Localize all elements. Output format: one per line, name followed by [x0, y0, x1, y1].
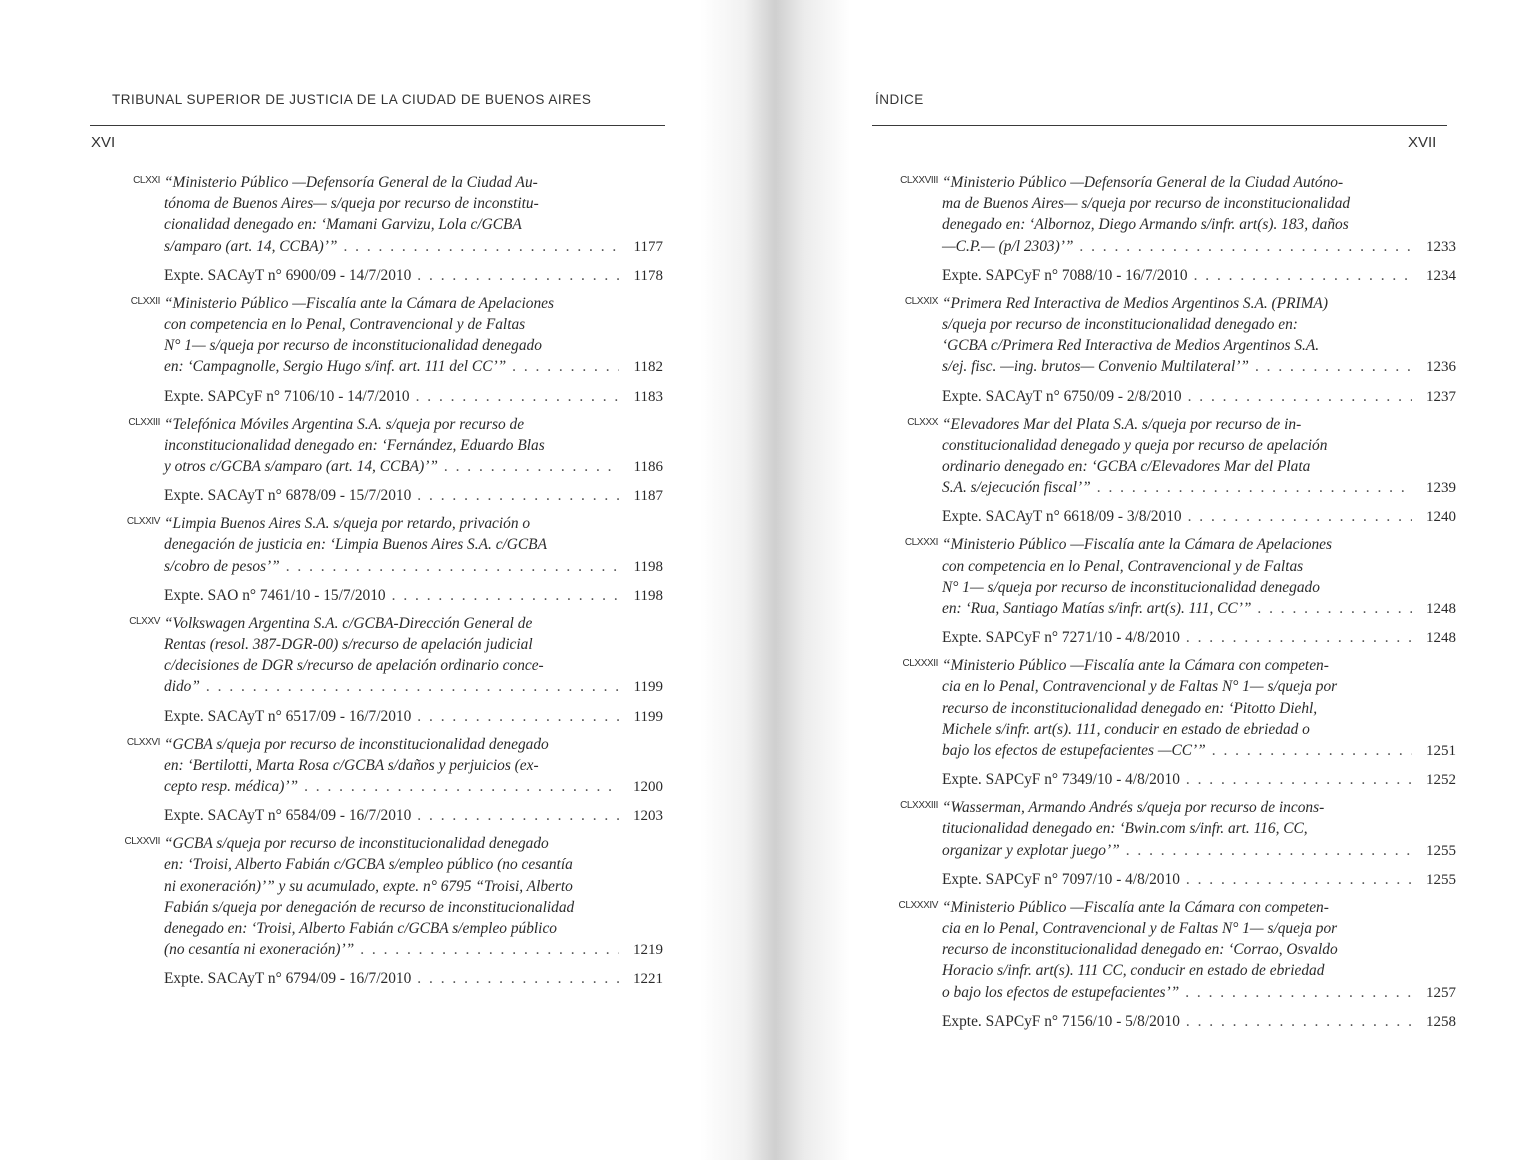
entry-last-line [164, 356, 663, 378]
expediente-reference: Expte. SAPCyF n° 7097/10 - 4/8/2010 [942, 870, 1180, 888]
entry-expediente [942, 629, 1456, 647]
expediente-reference: Expte. SACAyT n° 6584/09 - 16/7/2010 [164, 807, 412, 825]
entry-roman-numeral: CLXXVIII [900, 175, 938, 186]
entry-last-line [942, 840, 1456, 862]
header-rule [872, 125, 1447, 126]
entry-description-line: organizar y explotar juego’” [942, 841, 1120, 859]
entry-description-line: bajo los efectos de estupefacientes —CC’” [942, 742, 1206, 760]
entry-description [164, 293, 663, 379]
index-entry [108, 293, 663, 406]
dot-leader [1188, 388, 1412, 406]
entry-roman-numeral: CLXXXIII [900, 800, 938, 812]
entry-last-line [942, 740, 1456, 762]
entry-description-line: s/amparo (art. 14, CCBA)’” [164, 237, 338, 255]
entry-description-line: dido” [164, 678, 200, 696]
expediente-reference: Expte. SAPCyF n° 7106/10 - 14/7/2010 [164, 387, 410, 405]
entry-description-line: cia en lo Penal, Contravencional y de Faltas N° 1— s/queja por [942, 920, 1338, 938]
expediente-reference: Expte. SAPCyF n° 7156/10 - 5/8/2010 [942, 1012, 1180, 1030]
entry-expediente [942, 871, 1456, 889]
dot-leader [444, 456, 619, 477]
entry-expediente [164, 708, 663, 726]
entry-last-line [942, 356, 1456, 378]
entry-roman-numeral: CLXXIII [128, 416, 160, 428]
entry-description-line: ‘GCBA c/Primera Red Interactiva de Medios Argentinos S.A. [942, 337, 1320, 355]
entry-roman-numeral: CLXXIX [904, 295, 938, 307]
expediente-reference: Expte. SAPCyF n° 7088/10 - 16/7/2010 [942, 266, 1188, 284]
entry-last-line [942, 236, 1456, 258]
index-entry [108, 613, 663, 726]
entry-roman-numeral: CLXXXI [904, 537, 938, 549]
entry-description [164, 172, 663, 258]
entry-description-line: Michele s/infr. art(s). 111, conducir en estado de ebriedad o [942, 720, 1310, 738]
entry-page-number: 1248 [1426, 601, 1456, 618]
expediente-page-number: 1183 [633, 388, 663, 405]
entry-expediente [164, 487, 663, 505]
dot-leader [1126, 840, 1412, 861]
entry-description-line: s/cobro de pesos’” [164, 557, 280, 575]
entry-expediente [942, 267, 1456, 285]
entry-page-number: 1257 [1426, 984, 1456, 1001]
entry-page-number: 1233 [1426, 238, 1456, 255]
dot-leader [1212, 740, 1412, 761]
index-entry [108, 734, 663, 826]
entry-description-line: (no cesantía ni exoneración)’” [164, 941, 355, 959]
dot-leader [1186, 1013, 1412, 1031]
entry-description-line: titucionalidad denegado en: ‘Bwin.com s/infr. art. 116, CC, [942, 820, 1308, 838]
entry-page-number: 1236 [1426, 359, 1456, 376]
entry-expediente [164, 807, 663, 825]
entry-description-line: denegado en: ‘Albornoz, Diego Armando s/infr. art(s). 183, daños [942, 216, 1349, 234]
entry-description-line: con competencia en lo Penal, Contravencional y de Faltas [164, 316, 526, 334]
entry-description-line: “Telefónica Móviles Argentina S.A. s/queja por recurso de [164, 415, 525, 433]
dot-leader [1257, 598, 1412, 619]
expediente-reference: Expte. SAPCyF n° 7349/10 - 4/8/2010 [942, 771, 1180, 789]
expediente-page-number: 1221 [633, 971, 663, 988]
entry-description-line: en: ‘Troisi, Alberto Fabián c/GCBA s/empleo público (no cesantía [164, 856, 573, 874]
entry-last-line [942, 477, 1456, 499]
entry-page-number: 1255 [1426, 842, 1456, 859]
entry-description-line: cia en lo Penal, Contravencional y de Faltas N° 1— s/queja por [942, 678, 1338, 696]
entry-description-line: “Volkswagen Argentina S.A. c/GCBA-Dirección General de [164, 614, 533, 632]
dot-leader [417, 970, 619, 988]
entry-description-line: en: ‘Rua, Santiago Matías s/infr. art(s). 111, CC’” [942, 600, 1252, 618]
index-entry [108, 172, 663, 285]
entry-description-line: “Ministerio Público —Defensoría General de la Ciudad Au- [164, 174, 538, 191]
dot-leader [1097, 477, 1412, 498]
dot-leader [417, 487, 619, 505]
entry-description-line: Fabián s/queja por denegación de recurso de inconstitucionalidad [164, 898, 575, 916]
entry-page-number: 1239 [1426, 480, 1456, 497]
entry-expediente [942, 1013, 1456, 1031]
entry-description [942, 534, 1456, 620]
entry-page-number: 1199 [633, 679, 663, 696]
dot-leader [1255, 356, 1412, 377]
entry-description-line: en: ‘Bertilotti, Marta Rosa c/GCBA s/daños y perjuicios (ex- [164, 756, 539, 774]
entry-description-line: “Ministerio Público —Fiscalía ante la Cámara de Apelaciones [942, 536, 1333, 554]
entry-description-line: S.A. s/ejecución fiscal’” [942, 479, 1091, 497]
entry-description-line: c/decisiones de DGR s/recurso de apelación ordinario conce- [164, 657, 544, 675]
expediente-page-number: 1203 [633, 808, 663, 825]
index-entries [108, 172, 663, 996]
entry-description-line: “Limpia Buenos Aires S.A. s/queja por retardo, privación o [164, 515, 531, 533]
left-page [0, 0, 700, 1160]
entry-description-line: s/queja por recurso de inconstitucionalidad denegado en: [942, 316, 1298, 334]
right-page [850, 0, 1536, 1160]
dot-leader [417, 807, 619, 825]
entry-page-number: 1200 [633, 779, 663, 796]
expediente-page-number: 1258 [1426, 1013, 1456, 1030]
index-entry [886, 534, 1456, 647]
entry-description-line: Rentas (resol. 387-DGR-00) s/recurso de apelación judicial [164, 636, 533, 654]
entry-description-line: y otros c/GCBA s/amparo (art. 14, CCBA)’” [164, 458, 438, 476]
index-entry [886, 655, 1456, 789]
entry-description-line: constitucionalidad denegado y queja por recurso de apelación [942, 436, 1328, 454]
entry-roman-numeral: CLXXVII [124, 836, 160, 848]
entry-description [942, 897, 1456, 1004]
entry-last-line [164, 236, 663, 258]
expediente-reference: Expte. SACAyT n° 6878/09 - 15/7/2010 [164, 487, 412, 505]
entry-description-line: cepto resp. médica)’” [164, 778, 299, 796]
index-entry [886, 414, 1456, 527]
dot-leader [343, 236, 619, 257]
expediente-page-number: 1198 [633, 587, 663, 604]
dot-leader [392, 587, 619, 605]
dot-leader [512, 356, 619, 377]
entry-description [164, 613, 663, 699]
entry-description-line: N° 1— s/queja por recurso de inconstitucionalidad denegado [164, 337, 542, 355]
dot-leader [360, 939, 619, 960]
entry-description-line: con competencia en lo Penal, Contravencional y de Faltas [942, 557, 1304, 575]
entry-last-line [164, 456, 663, 478]
entry-description-line: “Primera Red Interactiva de Medios Argentinos S.A. (PRIMA) [942, 294, 1328, 312]
expediente-reference: Expte. SACAyT n° 6517/09 - 16/7/2010 [164, 707, 412, 725]
expediente-page-number: 1255 [1426, 871, 1456, 888]
entry-page-number: 1182 [633, 359, 663, 376]
index-entry [108, 414, 663, 506]
expediente-page-number: 1252 [1426, 772, 1456, 789]
entry-description-line: en: ‘Campagnolle, Sergio Hugo s/inf. art. 111 del CC’” [164, 358, 507, 376]
entry-description-line: ma de Buenos Aires— s/queja por recurso de inconstitucionalidad [942, 195, 1351, 213]
expediente-reference: Expte. SACAyT n° 6750/09 - 2/8/2010 [942, 387, 1182, 405]
expediente-page-number: 1248 [1426, 630, 1456, 647]
index-entry [108, 833, 663, 988]
entry-roman-numeral: CLXXXII [902, 658, 938, 670]
expediente-reference: Expte. SACAyT n° 6618/09 - 3/8/2010 [942, 508, 1182, 526]
entry-page-number: 1177 [633, 238, 663, 255]
dot-leader [1186, 771, 1412, 789]
entry-description-line: Horacio s/infr. art(s). 111 CC, conducir en estado de ebriedad [942, 962, 1325, 980]
entry-last-line [942, 982, 1456, 1004]
entry-last-line [942, 598, 1456, 620]
entry-description-line: “GCBA s/queja por recurso de inconstitucionalidad denegado [164, 735, 549, 753]
dot-leader [206, 676, 619, 697]
entry-description-line: “Ministerio Público —Defensoría General de la Ciudad Autóno- [942, 174, 1344, 191]
entry-roman-numeral: CLXXI [133, 175, 160, 186]
entry-expediente [942, 388, 1456, 406]
expediente-reference: Expte. SACAyT n° 6900/09 - 14/7/2010 [164, 266, 412, 284]
entry-description [942, 293, 1456, 379]
entry-description-line: “Wasserman, Armando Andrés s/queja por recurso de incons- [942, 799, 1325, 817]
entry-description-line: recurso de inconstitucionalidad denegado en: ‘Pitotto Diehl, [942, 699, 1318, 717]
entry-description-line: ordinario denegado en: ‘GCBA c/Elevadores Mar del Plata [942, 458, 1311, 476]
entry-last-line [164, 676, 663, 698]
dot-leader [417, 267, 619, 285]
expediente-page-number: 1178 [633, 267, 663, 284]
entry-description [942, 414, 1456, 500]
dot-leader [1186, 629, 1412, 647]
dot-leader [416, 388, 619, 406]
entry-page-number: 1251 [1426, 743, 1456, 760]
entry-roman-numeral: CLXXV [129, 615, 160, 627]
header-rule [90, 125, 665, 126]
entry-description-line: denegación de justicia en: ‘Limpia Buenos Aires S.A. c/GCBA [164, 536, 547, 554]
dot-leader [286, 556, 619, 577]
book-gutter [700, 0, 850, 1160]
entry-description-line: “Ministerio Público —Fiscalía ante la Cámara de Apelaciones [164, 294, 555, 312]
entry-description-line: N° 1— s/queja por recurso de inconstitucionalidad denegado [942, 578, 1320, 596]
expediente-page-number: 1187 [633, 488, 663, 505]
entry-expediente [942, 508, 1456, 526]
expediente-page-number: 1240 [1426, 509, 1456, 526]
entry-expediente [164, 587, 663, 605]
dot-leader [417, 708, 619, 726]
dot-leader [1188, 508, 1412, 526]
entry-roman-numeral: CLXXII [130, 295, 160, 307]
index-entry [886, 797, 1456, 889]
entry-roman-numeral: CLXXVI [126, 736, 160, 748]
expediente-page-number: 1234 [1426, 267, 1456, 284]
running-head: ÍNDICE [875, 92, 924, 107]
entry-expediente [164, 267, 663, 285]
index-entry [108, 513, 663, 605]
index-entry [886, 172, 1456, 285]
entry-roman-numeral: CLXXX [907, 416, 938, 428]
entry-description [164, 513, 663, 578]
entry-page-number: 1198 [633, 558, 663, 575]
index-entry [886, 293, 1456, 406]
entry-last-line [164, 776, 663, 798]
entry-expediente [164, 388, 663, 406]
entry-description-line: denegado en: ‘Troisi, Alberto Fabián c/GCBA s/empleo público [164, 920, 557, 938]
dot-leader [1185, 982, 1412, 1003]
entry-roman-numeral: CLXXIV [126, 516, 160, 528]
index-entry [886, 897, 1456, 1031]
dot-leader [1186, 871, 1412, 889]
entry-page-number: 1186 [633, 459, 663, 476]
entry-description [942, 172, 1456, 258]
entry-description-line: “GCBA s/queja por recurso de inconstitucionalidad denegado [164, 835, 549, 853]
dot-leader [304, 776, 619, 797]
expediente-reference: Expte. SACAyT n° 6794/09 - 16/7/2010 [164, 970, 412, 988]
entry-expediente [942, 771, 1456, 789]
entry-page-number: 1219 [633, 942, 663, 959]
entry-description [942, 797, 1456, 862]
entry-description [164, 833, 663, 961]
entry-last-line [164, 939, 663, 961]
expediente-reference: Expte. SAO n° 7461/10 - 15/7/2010 [164, 586, 386, 604]
entry-description-line: “Elevadores Mar del Plata S.A. s/queja por recurso de in- [942, 415, 1302, 433]
dot-leader [1079, 236, 1412, 257]
entry-description-line: ni exoneración)’” y su acumulado, expte. n° 6795 “Troisi, Alberto [164, 877, 573, 895]
entry-description [942, 655, 1456, 762]
entry-description-line: recurso de inconstitucionalidad denegado en: ‘Corrao, Osvaldo [942, 941, 1338, 959]
expediente-reference: Expte. SAPCyF n° 7271/10 - 4/8/2010 [942, 629, 1180, 647]
entry-roman-numeral: CLXXXIV [898, 899, 938, 911]
index-entries [886, 172, 1456, 1039]
entry-description [164, 414, 663, 479]
entry-description-line: tónoma de Buenos Aires— s/queja por recurso de inconstitu- [164, 195, 539, 213]
entry-last-line [164, 556, 663, 578]
expediente-page-number: 1237 [1426, 388, 1456, 405]
dot-leader [1194, 267, 1412, 285]
running-head: TRIBUNAL SUPERIOR DE JUSTICIA DE LA CIUDAD DE BUENOS AIRES [112, 92, 592, 107]
entry-description-line: cionalidad denegado en: ‘Mamani Garvizu, Lola c/GCBA [164, 216, 522, 234]
entry-description-line: inconstitucionalidad denegado en: ‘Fernández, Eduardo Blas [164, 436, 545, 454]
entry-expediente [164, 970, 663, 988]
entry-description-line: “Ministerio Público —Fiscalía ante la Cámara con competen- [942, 898, 1329, 916]
entry-description-line: s/ej. fisc. —ing. brutos— Convenio Multilateral’” [942, 358, 1249, 376]
entry-description-line: “Ministerio Público —Fiscalía ante la Cámara con competen- [942, 657, 1329, 675]
entry-description-line: —C.P.— (p/l 2303)’” [942, 237, 1074, 255]
entry-description-line: o bajo los efectos de estupefacientes’” [942, 983, 1180, 1001]
expediente-page-number: 1199 [633, 708, 663, 725]
page-number: XVI [91, 134, 116, 151]
entry-description [164, 734, 663, 799]
page-number: XVII [1408, 134, 1437, 151]
